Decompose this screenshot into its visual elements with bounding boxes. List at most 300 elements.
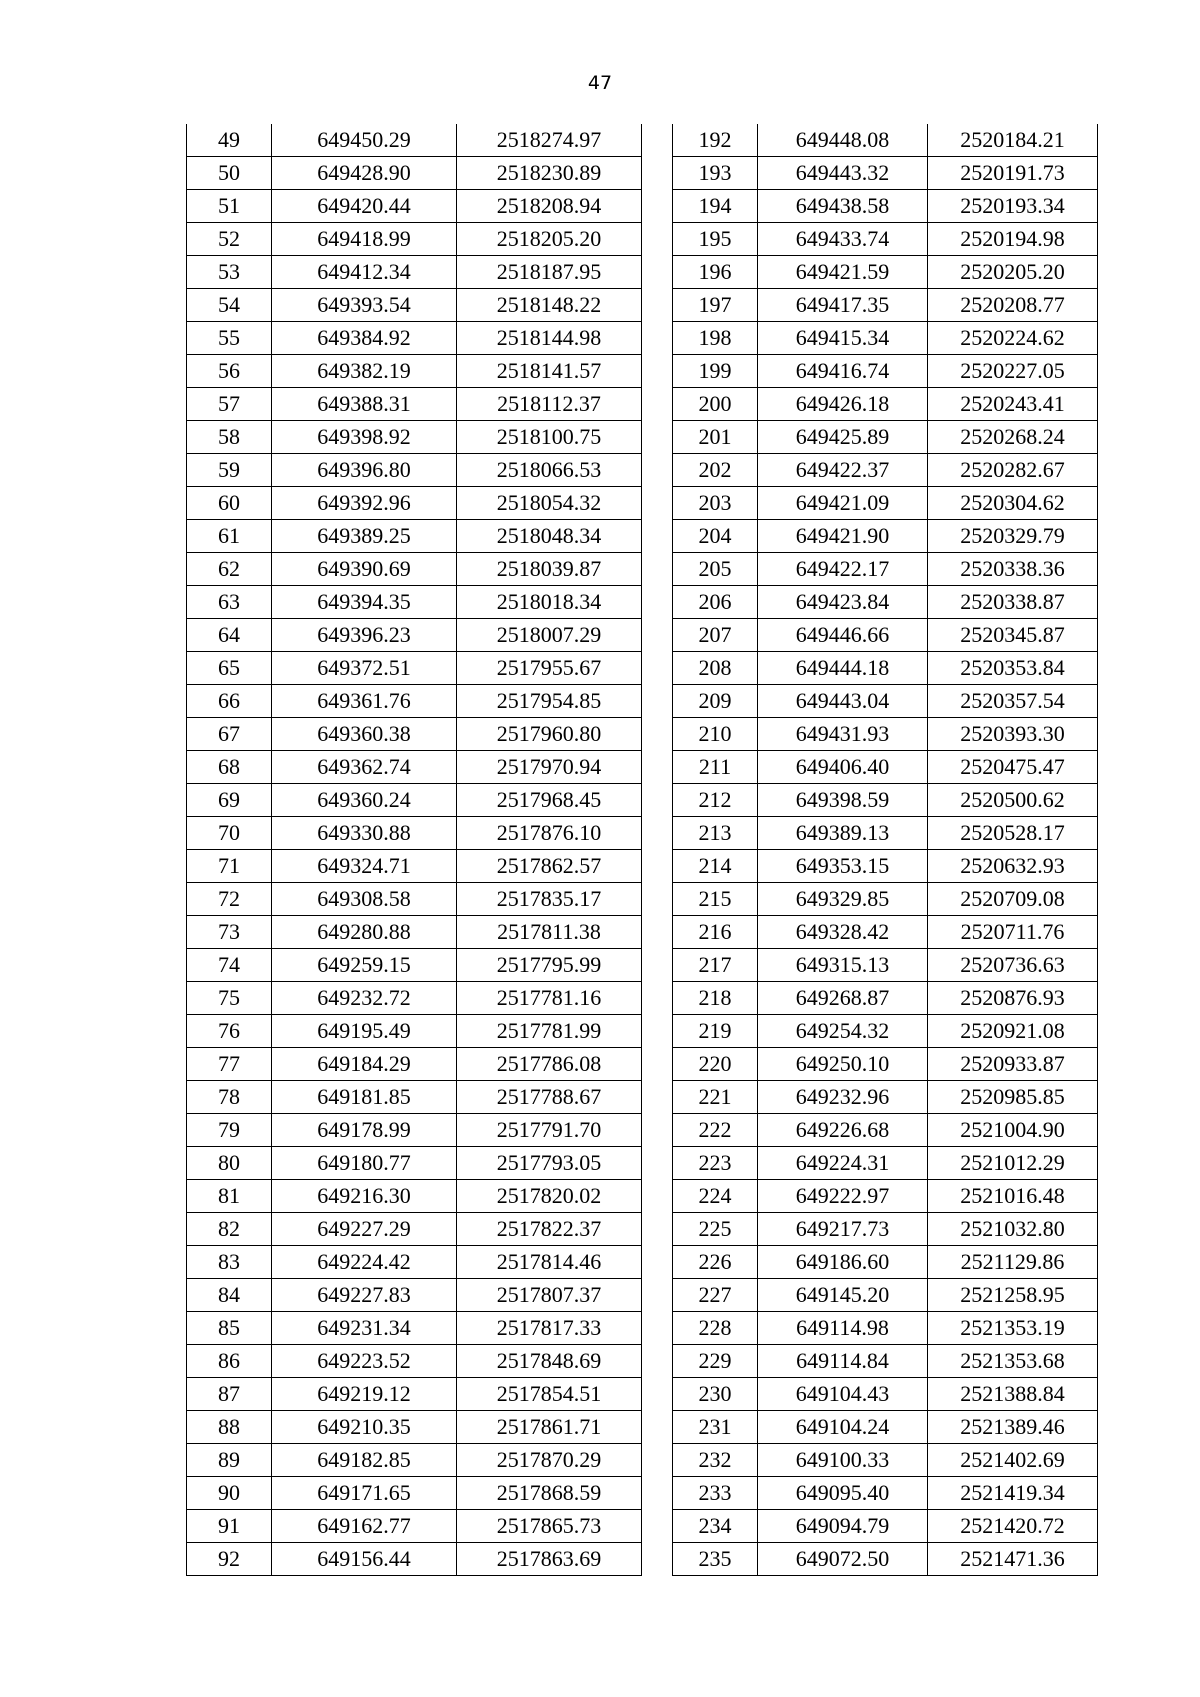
x-coordinate-cell: 649308.58 xyxy=(272,883,457,916)
x-coordinate-cell: 649448.08 xyxy=(758,124,928,157)
x-coordinate-cell: 649393.54 xyxy=(272,289,457,322)
y-coordinate-cell: 2517786.08 xyxy=(457,1048,642,1081)
y-coordinate-cell: 2520357.54 xyxy=(928,685,1098,718)
table-row xyxy=(673,421,1098,454)
x-coordinate-cell: 649396.80 xyxy=(272,454,457,487)
table-row xyxy=(187,421,642,454)
x-coordinate-cell: 649420.44 xyxy=(272,190,457,223)
y-coordinate-cell: 2520475.47 xyxy=(928,751,1098,784)
x-coordinate-cell: 649372.51 xyxy=(272,652,457,685)
y-coordinate-cell: 2520985.85 xyxy=(928,1081,1098,1114)
y-coordinate-cell: 2517868.59 xyxy=(457,1477,642,1510)
point-number-cell: 209 xyxy=(673,685,758,718)
x-coordinate-cell: 649390.69 xyxy=(272,553,457,586)
x-coordinate-cell: 649422.17 xyxy=(758,553,928,586)
x-coordinate-cell: 649444.18 xyxy=(758,652,928,685)
x-coordinate-cell: 649398.59 xyxy=(758,784,928,817)
table-row xyxy=(673,289,1098,322)
x-coordinate-cell: 649389.25 xyxy=(272,520,457,553)
table-row xyxy=(673,1477,1098,1510)
point-number-cell: 55 xyxy=(187,322,272,355)
table-row xyxy=(673,1147,1098,1180)
x-coordinate-cell: 649104.24 xyxy=(758,1411,928,1444)
y-coordinate-cell: 2518112.37 xyxy=(457,388,642,421)
x-coordinate-cell: 649231.34 xyxy=(272,1312,457,1345)
x-coordinate-cell: 649162.77 xyxy=(272,1510,457,1543)
y-coordinate-cell: 2520345.87 xyxy=(928,619,1098,652)
x-coordinate-cell: 649210.35 xyxy=(272,1411,457,1444)
y-coordinate-cell: 2520268.24 xyxy=(928,421,1098,454)
y-coordinate-cell: 2518144.98 xyxy=(457,322,642,355)
y-coordinate-cell: 2520709.08 xyxy=(928,883,1098,916)
y-coordinate-cell: 2517863.69 xyxy=(457,1543,642,1576)
point-number-cell: 219 xyxy=(673,1015,758,1048)
table-row xyxy=(187,685,642,718)
table-row xyxy=(673,619,1098,652)
point-number-cell: 92 xyxy=(187,1543,272,1576)
x-coordinate-cell: 649195.49 xyxy=(272,1015,457,1048)
y-coordinate-cell: 2520208.77 xyxy=(928,289,1098,322)
table-row xyxy=(187,388,642,421)
table-row xyxy=(673,949,1098,982)
y-coordinate-cell: 2520184.21 xyxy=(928,124,1098,157)
point-number-cell: 86 xyxy=(187,1345,272,1378)
x-coordinate-cell: 649443.32 xyxy=(758,157,928,190)
y-coordinate-cell: 2520227.05 xyxy=(928,355,1098,388)
y-coordinate-cell: 2521032.80 xyxy=(928,1213,1098,1246)
table-row xyxy=(187,487,642,520)
x-coordinate-cell: 649443.04 xyxy=(758,685,928,718)
x-coordinate-cell: 649184.29 xyxy=(272,1048,457,1081)
point-number-cell: 212 xyxy=(673,784,758,817)
table-body xyxy=(673,124,1098,1576)
x-coordinate-cell: 649324.71 xyxy=(272,850,457,883)
x-coordinate-cell: 649330.88 xyxy=(272,817,457,850)
y-coordinate-cell: 2517781.99 xyxy=(457,1015,642,1048)
point-number-cell: 211 xyxy=(673,751,758,784)
y-coordinate-cell: 2517820.02 xyxy=(457,1180,642,1213)
x-coordinate-cell: 649428.90 xyxy=(272,157,457,190)
table-row xyxy=(673,685,1098,718)
y-coordinate-cell: 2520193.34 xyxy=(928,190,1098,223)
point-number-cell: 201 xyxy=(673,421,758,454)
table-row xyxy=(187,949,642,982)
point-number-cell: 196 xyxy=(673,256,758,289)
table-row xyxy=(673,553,1098,586)
point-number-cell: 71 xyxy=(187,850,272,883)
x-coordinate-cell: 649389.13 xyxy=(758,817,928,850)
x-coordinate-cell: 649222.97 xyxy=(758,1180,928,1213)
x-coordinate-cell: 649416.74 xyxy=(758,355,928,388)
y-coordinate-cell: 2520921.08 xyxy=(928,1015,1098,1048)
table-row xyxy=(187,1213,642,1246)
x-coordinate-cell: 649114.84 xyxy=(758,1345,928,1378)
y-coordinate-cell: 2518048.34 xyxy=(457,520,642,553)
table-row xyxy=(187,718,642,751)
y-coordinate-cell: 2517807.37 xyxy=(457,1279,642,1312)
y-coordinate-cell: 2517795.99 xyxy=(457,949,642,982)
point-number-cell: 67 xyxy=(187,718,272,751)
point-number-cell: 85 xyxy=(187,1312,272,1345)
y-coordinate-cell: 2521420.72 xyxy=(928,1510,1098,1543)
x-coordinate-cell: 649280.88 xyxy=(272,916,457,949)
point-number-cell: 213 xyxy=(673,817,758,850)
x-coordinate-cell: 649182.85 xyxy=(272,1444,457,1477)
y-coordinate-cell: 2520224.62 xyxy=(928,322,1098,355)
y-coordinate-cell: 2520205.20 xyxy=(928,256,1098,289)
x-coordinate-cell: 649178.99 xyxy=(272,1114,457,1147)
y-coordinate-cell: 2518187.95 xyxy=(457,256,642,289)
table-row xyxy=(187,751,642,784)
point-number-cell: 59 xyxy=(187,454,272,487)
point-number-cell: 205 xyxy=(673,553,758,586)
y-coordinate-cell: 2520876.93 xyxy=(928,982,1098,1015)
x-coordinate-cell: 649438.58 xyxy=(758,190,928,223)
table-row xyxy=(187,1279,642,1312)
table-row xyxy=(187,190,642,223)
table-row xyxy=(187,157,642,190)
x-coordinate-cell: 649254.32 xyxy=(758,1015,928,1048)
table-row xyxy=(673,751,1098,784)
table-row xyxy=(187,1147,642,1180)
table-row xyxy=(673,1246,1098,1279)
table-row xyxy=(187,1378,642,1411)
y-coordinate-cell: 2518148.22 xyxy=(457,289,642,322)
y-coordinate-cell: 2520353.84 xyxy=(928,652,1098,685)
table-row xyxy=(187,1015,642,1048)
table-row xyxy=(187,1114,642,1147)
x-coordinate-cell: 649421.59 xyxy=(758,256,928,289)
point-number-cell: 69 xyxy=(187,784,272,817)
point-number-cell: 91 xyxy=(187,1510,272,1543)
y-coordinate-cell: 2520632.93 xyxy=(928,850,1098,883)
y-coordinate-cell: 2517865.73 xyxy=(457,1510,642,1543)
point-number-cell: 79 xyxy=(187,1114,272,1147)
table-row xyxy=(673,388,1098,421)
y-coordinate-cell: 2520282.67 xyxy=(928,454,1098,487)
x-coordinate-cell: 649392.96 xyxy=(272,487,457,520)
y-coordinate-cell: 2520243.41 xyxy=(928,388,1098,421)
y-coordinate-cell: 2520711.76 xyxy=(928,916,1098,949)
y-coordinate-cell: 2517781.16 xyxy=(457,982,642,1015)
table-row xyxy=(187,1477,642,1510)
point-number-cell: 65 xyxy=(187,652,272,685)
y-coordinate-cell: 2521402.69 xyxy=(928,1444,1098,1477)
point-number-cell: 61 xyxy=(187,520,272,553)
table-row xyxy=(673,1114,1098,1147)
x-coordinate-cell: 649226.68 xyxy=(758,1114,928,1147)
point-number-cell: 229 xyxy=(673,1345,758,1378)
point-number-cell: 58 xyxy=(187,421,272,454)
point-number-cell: 234 xyxy=(673,1510,758,1543)
point-number-cell: 70 xyxy=(187,817,272,850)
y-coordinate-cell: 2520736.63 xyxy=(928,949,1098,982)
y-coordinate-cell: 2517960.80 xyxy=(457,718,642,751)
x-coordinate-cell: 649181.85 xyxy=(272,1081,457,1114)
point-number-cell: 83 xyxy=(187,1246,272,1279)
table-row xyxy=(673,124,1098,157)
point-number-cell: 75 xyxy=(187,982,272,1015)
table-row xyxy=(673,1345,1098,1378)
x-coordinate-cell: 649417.35 xyxy=(758,289,928,322)
table-row xyxy=(673,784,1098,817)
table-row xyxy=(673,256,1098,289)
point-number-cell: 50 xyxy=(187,157,272,190)
y-coordinate-cell: 2517861.71 xyxy=(457,1411,642,1444)
point-number-cell: 195 xyxy=(673,223,758,256)
table-row xyxy=(187,223,642,256)
y-coordinate-cell: 2521419.34 xyxy=(928,1477,1098,1510)
table-row xyxy=(673,487,1098,520)
y-coordinate-cell: 2517954.85 xyxy=(457,685,642,718)
x-coordinate-cell: 649145.20 xyxy=(758,1279,928,1312)
table-row xyxy=(187,256,642,289)
x-coordinate-cell: 649227.29 xyxy=(272,1213,457,1246)
point-number-cell: 90 xyxy=(187,1477,272,1510)
point-number-cell: 218 xyxy=(673,982,758,1015)
y-coordinate-cell: 2520933.87 xyxy=(928,1048,1098,1081)
table-row xyxy=(673,718,1098,751)
x-coordinate-cell: 649232.96 xyxy=(758,1081,928,1114)
point-number-cell: 221 xyxy=(673,1081,758,1114)
point-number-cell: 56 xyxy=(187,355,272,388)
table-row xyxy=(187,454,642,487)
x-coordinate-cell: 649156.44 xyxy=(272,1543,457,1576)
coordinates-table-right xyxy=(672,124,1098,1576)
y-coordinate-cell: 2521129.86 xyxy=(928,1246,1098,1279)
x-coordinate-cell: 649328.42 xyxy=(758,916,928,949)
point-number-cell: 204 xyxy=(673,520,758,553)
point-number-cell: 52 xyxy=(187,223,272,256)
x-coordinate-cell: 649224.42 xyxy=(272,1246,457,1279)
table-row xyxy=(187,982,642,1015)
x-coordinate-cell: 649422.37 xyxy=(758,454,928,487)
point-number-cell: 215 xyxy=(673,883,758,916)
x-coordinate-cell: 649095.40 xyxy=(758,1477,928,1510)
point-number-cell: 73 xyxy=(187,916,272,949)
y-coordinate-cell: 2520393.30 xyxy=(928,718,1098,751)
table-row xyxy=(187,817,642,850)
table-row xyxy=(673,652,1098,685)
y-coordinate-cell: 2518007.29 xyxy=(457,619,642,652)
point-number-cell: 225 xyxy=(673,1213,758,1246)
point-number-cell: 220 xyxy=(673,1048,758,1081)
y-coordinate-cell: 2517968.45 xyxy=(457,784,642,817)
x-coordinate-cell: 649353.15 xyxy=(758,850,928,883)
x-coordinate-cell: 649329.85 xyxy=(758,883,928,916)
table-row xyxy=(187,289,642,322)
table-row xyxy=(673,916,1098,949)
point-number-cell: 88 xyxy=(187,1411,272,1444)
point-number-cell: 224 xyxy=(673,1180,758,1213)
table-row xyxy=(187,652,642,685)
y-coordinate-cell: 2520191.73 xyxy=(928,157,1098,190)
table-row xyxy=(673,817,1098,850)
point-number-cell: 200 xyxy=(673,388,758,421)
x-coordinate-cell: 649171.65 xyxy=(272,1477,457,1510)
point-number-cell: 198 xyxy=(673,322,758,355)
point-number-cell: 89 xyxy=(187,1444,272,1477)
y-coordinate-cell: 2520500.62 xyxy=(928,784,1098,817)
y-coordinate-cell: 2517788.67 xyxy=(457,1081,642,1114)
y-coordinate-cell: 2517822.37 xyxy=(457,1213,642,1246)
y-coordinate-cell: 2521012.29 xyxy=(928,1147,1098,1180)
y-coordinate-cell: 2517862.57 xyxy=(457,850,642,883)
table-row xyxy=(187,1510,642,1543)
table-row xyxy=(187,883,642,916)
point-number-cell: 192 xyxy=(673,124,758,157)
x-coordinate-cell: 649418.99 xyxy=(272,223,457,256)
point-number-cell: 216 xyxy=(673,916,758,949)
y-coordinate-cell: 2518208.94 xyxy=(457,190,642,223)
y-coordinate-cell: 2517870.29 xyxy=(457,1444,642,1477)
point-number-cell: 74 xyxy=(187,949,272,982)
point-number-cell: 193 xyxy=(673,157,758,190)
table-row xyxy=(187,1048,642,1081)
x-coordinate-cell: 649394.35 xyxy=(272,586,457,619)
point-number-cell: 230 xyxy=(673,1378,758,1411)
table-row xyxy=(673,322,1098,355)
point-number-cell: 228 xyxy=(673,1312,758,1345)
table-row xyxy=(673,1048,1098,1081)
table-row xyxy=(673,454,1098,487)
x-coordinate-cell: 649382.19 xyxy=(272,355,457,388)
x-coordinate-cell: 649259.15 xyxy=(272,949,457,982)
table-row xyxy=(673,355,1098,388)
table-row xyxy=(187,553,642,586)
y-coordinate-cell: 2517814.46 xyxy=(457,1246,642,1279)
y-coordinate-cell: 2518141.57 xyxy=(457,355,642,388)
point-number-cell: 54 xyxy=(187,289,272,322)
point-number-cell: 77 xyxy=(187,1048,272,1081)
y-coordinate-cell: 2518100.75 xyxy=(457,421,642,454)
y-coordinate-cell: 2518039.87 xyxy=(457,553,642,586)
table-row xyxy=(673,586,1098,619)
table-row xyxy=(187,355,642,388)
x-coordinate-cell: 649388.31 xyxy=(272,388,457,421)
x-coordinate-cell: 649186.60 xyxy=(758,1246,928,1279)
point-number-cell: 84 xyxy=(187,1279,272,1312)
y-coordinate-cell: 2517955.67 xyxy=(457,652,642,685)
y-coordinate-cell: 2517811.38 xyxy=(457,916,642,949)
table-row xyxy=(673,1213,1098,1246)
y-coordinate-cell: 2517817.33 xyxy=(457,1312,642,1345)
y-coordinate-cell: 2520338.36 xyxy=(928,553,1098,586)
point-number-cell: 227 xyxy=(673,1279,758,1312)
table-row xyxy=(187,1411,642,1444)
table-row xyxy=(673,1378,1098,1411)
table-row xyxy=(187,784,642,817)
point-number-cell: 68 xyxy=(187,751,272,784)
x-coordinate-cell: 649250.10 xyxy=(758,1048,928,1081)
x-coordinate-cell: 649415.34 xyxy=(758,322,928,355)
point-number-cell: 66 xyxy=(187,685,272,718)
y-coordinate-cell: 2520329.79 xyxy=(928,520,1098,553)
point-number-cell: 206 xyxy=(673,586,758,619)
table-row xyxy=(187,1246,642,1279)
x-coordinate-cell: 649362.74 xyxy=(272,751,457,784)
y-coordinate-cell: 2517854.51 xyxy=(457,1378,642,1411)
y-coordinate-cell: 2521471.36 xyxy=(928,1543,1098,1576)
y-coordinate-cell: 2521353.68 xyxy=(928,1345,1098,1378)
y-coordinate-cell: 2517876.10 xyxy=(457,817,642,850)
point-number-cell: 57 xyxy=(187,388,272,421)
table-row xyxy=(187,322,642,355)
x-coordinate-cell: 649425.89 xyxy=(758,421,928,454)
x-coordinate-cell: 649360.38 xyxy=(272,718,457,751)
point-number-cell: 223 xyxy=(673,1147,758,1180)
x-coordinate-cell: 649268.87 xyxy=(758,982,928,1015)
table-row xyxy=(673,157,1098,190)
x-coordinate-cell: 649114.98 xyxy=(758,1312,928,1345)
x-coordinate-cell: 649426.18 xyxy=(758,388,928,421)
table-row xyxy=(673,1279,1098,1312)
point-number-cell: 80 xyxy=(187,1147,272,1180)
point-number-cell: 231 xyxy=(673,1411,758,1444)
point-number-cell: 78 xyxy=(187,1081,272,1114)
table-row xyxy=(187,916,642,949)
y-coordinate-cell: 2518018.34 xyxy=(457,586,642,619)
x-coordinate-cell: 649406.40 xyxy=(758,751,928,784)
x-coordinate-cell: 649398.92 xyxy=(272,421,457,454)
point-number-cell: 63 xyxy=(187,586,272,619)
y-coordinate-cell: 2521389.46 xyxy=(928,1411,1098,1444)
point-number-cell: 226 xyxy=(673,1246,758,1279)
x-coordinate-cell: 649421.09 xyxy=(758,487,928,520)
x-coordinate-cell: 649232.72 xyxy=(272,982,457,1015)
x-coordinate-cell: 649450.29 xyxy=(272,124,457,157)
point-number-cell: 214 xyxy=(673,850,758,883)
x-coordinate-cell: 649384.92 xyxy=(272,322,457,355)
y-coordinate-cell: 2517848.69 xyxy=(457,1345,642,1378)
x-coordinate-cell: 649396.23 xyxy=(272,619,457,652)
y-coordinate-cell: 2518205.20 xyxy=(457,223,642,256)
table-row xyxy=(187,1543,642,1576)
x-coordinate-cell: 649423.84 xyxy=(758,586,928,619)
table-row xyxy=(187,520,642,553)
point-number-cell: 233 xyxy=(673,1477,758,1510)
table-row xyxy=(673,883,1098,916)
point-number-cell: 217 xyxy=(673,949,758,982)
x-coordinate-cell: 649412.34 xyxy=(272,256,457,289)
x-coordinate-cell: 649315.13 xyxy=(758,949,928,982)
point-number-cell: 49 xyxy=(187,124,272,157)
table-row xyxy=(187,586,642,619)
x-coordinate-cell: 649361.76 xyxy=(272,685,457,718)
table-row xyxy=(673,1543,1098,1576)
table-row xyxy=(187,1081,642,1114)
table-row xyxy=(673,1510,1098,1543)
x-coordinate-cell: 649431.93 xyxy=(758,718,928,751)
x-coordinate-cell: 649094.79 xyxy=(758,1510,928,1543)
y-coordinate-cell: 2518230.89 xyxy=(457,157,642,190)
y-coordinate-cell: 2520338.87 xyxy=(928,586,1098,619)
table-row xyxy=(673,1411,1098,1444)
x-coordinate-cell: 649446.66 xyxy=(758,619,928,652)
point-number-cell: 208 xyxy=(673,652,758,685)
table-row xyxy=(673,1081,1098,1114)
y-coordinate-cell: 2518066.53 xyxy=(457,454,642,487)
y-coordinate-cell: 2518274.97 xyxy=(457,124,642,157)
table-row xyxy=(187,1444,642,1477)
x-coordinate-cell: 649360.24 xyxy=(272,784,457,817)
table-row xyxy=(673,850,1098,883)
x-coordinate-cell: 649100.33 xyxy=(758,1444,928,1477)
x-coordinate-cell: 649227.83 xyxy=(272,1279,457,1312)
x-coordinate-cell: 649433.74 xyxy=(758,223,928,256)
table-row xyxy=(673,1180,1098,1213)
point-number-cell: 232 xyxy=(673,1444,758,1477)
